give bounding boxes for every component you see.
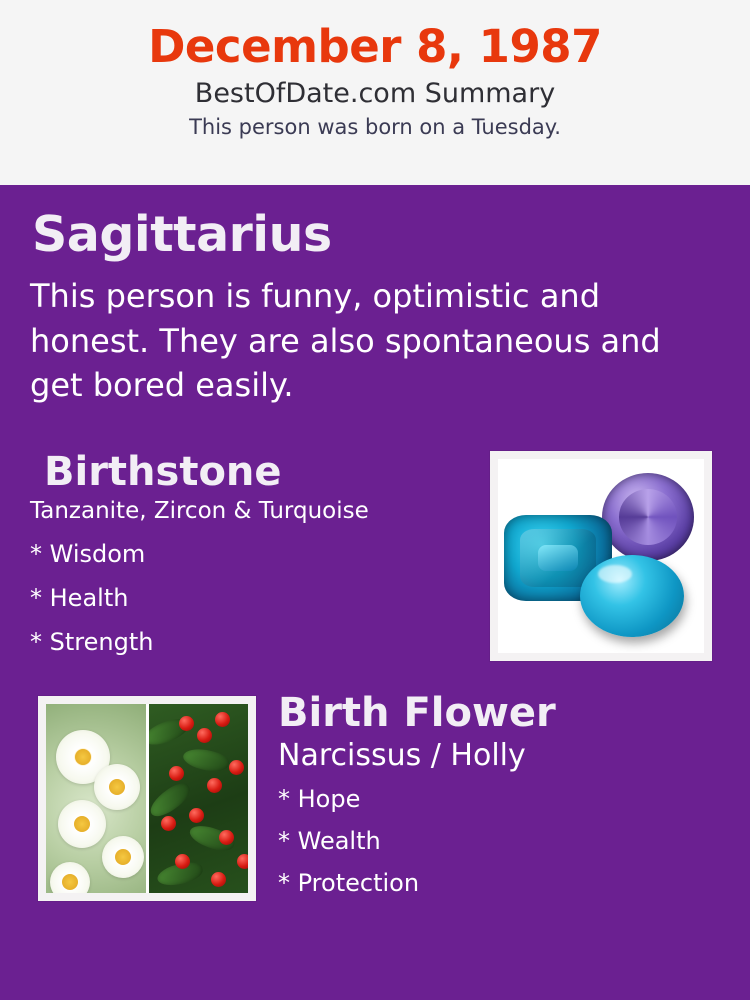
holly-berry-icon [215,712,230,727]
holly-berry-icon [219,830,234,845]
gem-purple-round-icon [602,473,694,561]
birth-flower-text [278,690,720,895]
list-item: * Wealth [278,826,381,855]
holly-berry-icon [211,872,226,887]
narcissus-flower-icon [50,862,90,893]
birthstone-section [30,448,720,666]
list-item: * Hope [278,784,361,813]
birth-weekday-note: This person was born on a Tuesday. [189,114,561,139]
page-title: December 8, 1987 [148,20,602,73]
birthstone-gem-illustration [498,459,704,653]
narcissus-flower-icon [102,836,144,878]
list-item: * Protection [278,868,420,897]
main-content [0,185,750,1000]
narcissus-flower-icon [94,764,140,810]
holly-berry-icon [229,760,244,775]
header [0,0,750,185]
birthstone-title: Birthstone [44,448,282,495]
birth-flower-photo [38,696,256,901]
birth-flower-section [30,690,720,925]
birthstone-text [30,448,485,656]
list-item: * Wisdom [30,539,146,568]
list-item: * Strength [30,627,154,656]
birthstone-photo [490,451,712,661]
holly-photo-half [146,704,249,893]
list-item: * Health [30,583,129,612]
zodiac-description: This person is funny, optimistic and honest. They are also spontaneous and get bored easily. [30,277,661,404]
narcissus-flower-icon [58,800,106,848]
holly-berry-icon [179,716,194,731]
holly-leaf-icon [181,745,230,776]
birth-flower-names: Narcissus / Holly [278,737,526,773]
holly-berry-icon [175,854,190,869]
birthstone-traits-list [30,539,485,656]
gem-turquoise-cabochon-icon [580,555,684,637]
holly-berry-icon [189,808,204,823]
birth-flower-illustration [46,704,248,893]
holly-berry-icon [237,854,249,869]
holly-berry-icon [207,778,222,793]
birth-flower-traits-list [278,784,720,897]
zodiac-sign-name: Sagittarius [32,206,332,263]
holly-berry-icon [161,816,176,831]
site-summary-label: BestOfDate.com Summary [194,77,556,109]
narcissus-photo-half [46,704,146,893]
holly-berry-icon [169,766,184,781]
holly-berry-icon [197,728,212,743]
birthstone-names: Tanzanite, Zircon & Turquoise [30,497,369,524]
holly-leaf-icon [146,779,195,821]
birth-flower-title: Birth Flower [278,689,556,736]
